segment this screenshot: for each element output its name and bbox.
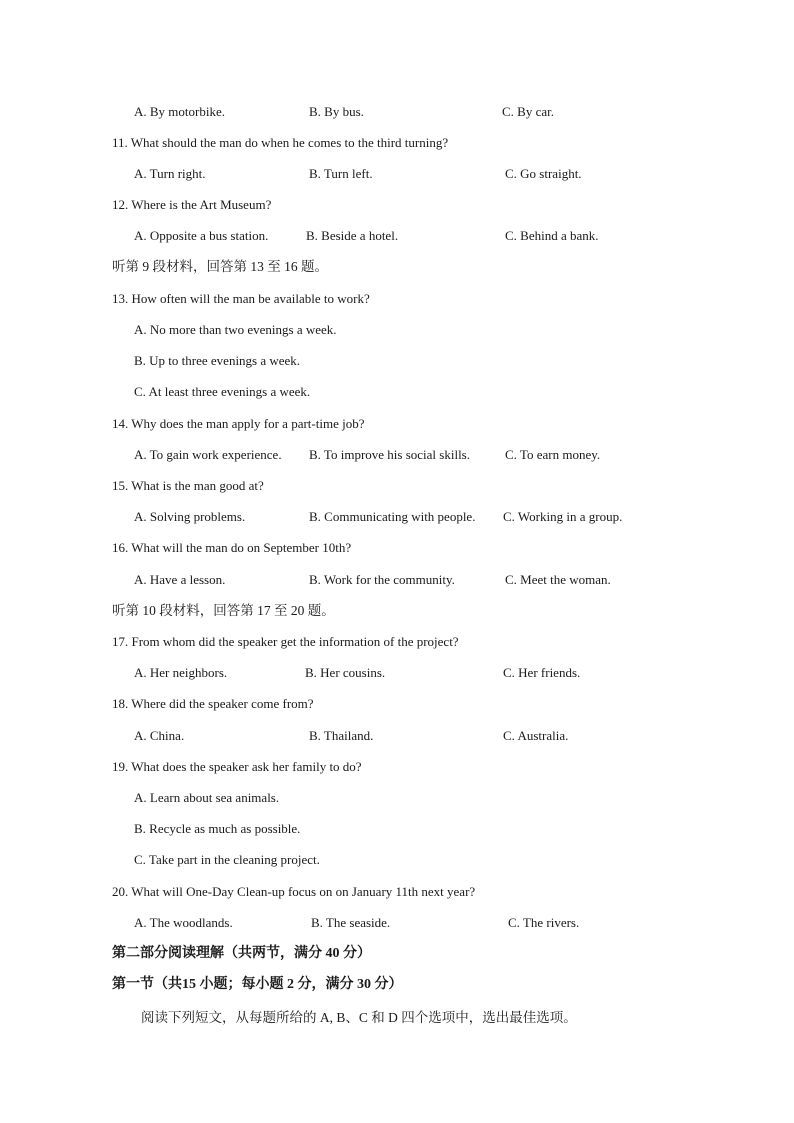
q19-option-c: C. Take part in the cleaning project.: [134, 852, 320, 867]
section-9-instruction: 听第 9 段材料，回答第 13 至 16 题。: [112, 259, 328, 274]
q14-option-c: C. To earn money.: [505, 447, 601, 462]
question-13: 13. How often will the man be available to work?: [112, 291, 370, 306]
question-20: 20. What will One-Day Clean-up focus on on January 11th next year?: [112, 884, 476, 899]
q13-option-b: B. Up to three evenings a week.: [134, 353, 301, 368]
question-18: 18. Where did the speaker come from?: [112, 696, 314, 711]
q12-option-a: A. Opposite a bus station.: [134, 228, 269, 243]
q16-option-b: B. Work for the community.: [309, 572, 455, 587]
part-2-heading: 第二部分阅读理解（共两节，满分 40 分）: [112, 946, 371, 961]
q15-option-b: B. Communicating with people.: [309, 509, 476, 524]
q16-option-c: C. Meet the woman.: [505, 572, 611, 587]
q20-option-c: C. The rivers.: [508, 915, 580, 930]
question-17: 17. From whom did the speaker get the information of the project?: [112, 634, 459, 649]
q10-option-c: C. By car.: [502, 104, 554, 119]
q10-option-b: B. By bus.: [309, 104, 364, 119]
q15-option-a: A. Solving problems.: [134, 509, 246, 524]
q12-option-c: C. Behind a bank.: [505, 228, 599, 243]
question-19: 19. What does the speaker ask her family to do?: [112, 759, 362, 774]
q14-option-b: B. To improve his social skills.: [309, 447, 470, 462]
question-14: 14. Why does the man apply for a part-time job?: [112, 416, 365, 431]
q13-option-c: C. At least three evenings a week.: [134, 384, 311, 399]
q20-option-a: A. The woodlands.: [134, 915, 233, 930]
q19-option-b: B. Recycle as much as possible.: [134, 821, 301, 836]
q20-option-b: B. The seaside.: [311, 915, 391, 930]
q17-option-c: C. Her friends.: [503, 665, 581, 680]
q13-option-a: A. No more than two evenings a week.: [134, 322, 337, 337]
q16-option-a: A. Have a lesson.: [134, 572, 226, 587]
section-10-instruction: 听第 10 段材料，回答第 17 至 20 题。: [112, 603, 335, 618]
question-16: 16. What will the man do on September 10th?: [112, 540, 352, 555]
question-11: 11. What should the man do when he comes to the third turning?: [112, 135, 449, 150]
question-12: 12. Where is the Art Museum?: [112, 197, 272, 212]
q10-option-a: A. By motorbike.: [134, 104, 225, 119]
q17-option-b: B. Her cousins.: [305, 665, 386, 680]
q18-option-a: A. China.: [134, 728, 185, 743]
q17-option-a: A. Her neighbors.: [134, 665, 228, 680]
q12-option-b: B. Beside a hotel.: [306, 228, 399, 243]
q18-option-b: B. Thailand.: [309, 728, 374, 743]
reading-instruction: 阅读下列短文，从每题所给的 A, B、C 和 D 四个选项中，选出最佳选项。: [141, 1010, 577, 1025]
q19-option-a: A. Learn about sea animals.: [134, 790, 280, 805]
q11-option-a: A. Turn right.: [134, 166, 206, 181]
q11-option-b: B. Turn left.: [309, 166, 373, 181]
q15-option-c: C. Working in a group.: [503, 509, 623, 524]
q18-option-c: C. Australia.: [503, 728, 569, 743]
q11-option-c: C. Go straight.: [505, 166, 582, 181]
section-1-heading: 第一节（共15 小题；每小题 2 分，满分 30 分）: [112, 977, 403, 992]
question-15: 15. What is the man good at?: [112, 478, 264, 493]
q14-option-a: A. To gain work experience.: [134, 447, 282, 462]
